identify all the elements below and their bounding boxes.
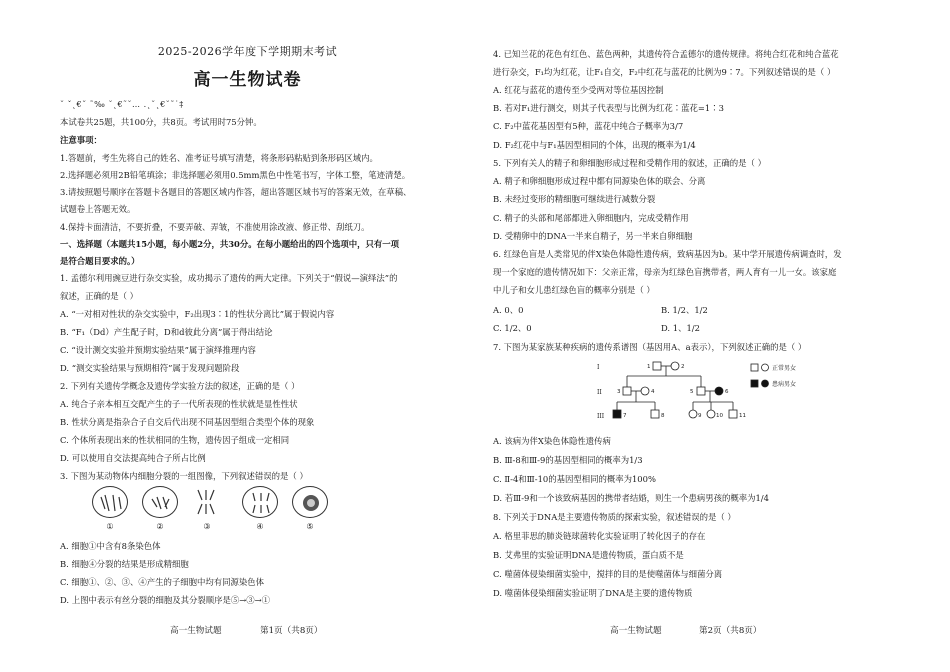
footer-subject-1: 高一生物试题 [170, 626, 222, 636]
pedigree-individual-ii4 [641, 387, 649, 395]
footer-page-1: 第1页（共8页） [260, 626, 323, 636]
exam-title: 2025-2026学年度下学期期末考试 [157, 45, 338, 58]
pedigree-number-7: 7 [623, 413, 627, 419]
pedigree-number-5: 5 [690, 389, 694, 395]
notice-3-cont: 试题卷上答题无效。 [60, 204, 136, 214]
q2-option-d: D. 可以使用自交法提高纯合子所占比例 [60, 453, 206, 463]
q3-option-c: C. 细胞①、②、③、④产生的子细胞中均有同源染色体 [60, 577, 265, 587]
subject-title: 高一生物试卷 [193, 70, 302, 90]
section-heading-2: 是符合题目要求的。） [60, 256, 140, 266]
legend-normal-label: 正常男女 [772, 365, 797, 372]
q7-option-d: D. 若Ⅲ-9和一个该致病基因的携带者结婚，则生一个患病男孩的概率为1/4 [493, 493, 769, 503]
pedigree-individual-ii5 [697, 387, 705, 395]
q4-option-b: B. 若对F₁进行测交，则其子代表型与比例为红花∶蓝花=1∶3 [493, 103, 724, 113]
q8-option-c: C. 噬菌体侵染细菌实验中，搅拌的目的是使噬菌体与细菌分离 [493, 569, 723, 579]
notice-heading: 注意事项： [60, 135, 102, 145]
garbled-line: ˘ ˇ˛€˘ ˜‰ ˘˛€˜˘… .˛˘˛€˘˜˙‡ [60, 100, 184, 109]
legend-affected-label: 患病男女 [772, 381, 797, 388]
q3-option-b: B. 细胞④分裂的结果是形成精细胞 [60, 559, 189, 569]
q2-option-c: C. 个体所表现出来的性状相同的生物，遗传因子组成一定相同 [60, 435, 290, 445]
q5-stem: 5. 下列有关人的精子和卵细胞形成过程和受精作用的叙述，正确的是（ ） [493, 158, 766, 168]
pedigree-individual-iii8 [651, 410, 659, 418]
q5-option-c: C. 精子的头部和尾部都进入卵细胞内，完成受精作用 [493, 213, 689, 223]
q3-option-a: A. 细胞①中含有8条染色体 [60, 541, 161, 551]
q6-option-b: B. 1/2、1/2 [661, 305, 708, 315]
pedigree-individual-i2 [671, 362, 679, 370]
q1-option-b: B. “F₁（Dd）产生配子时，D和d彼此分离”属于得出结论 [60, 327, 273, 337]
pedigree-number-10: 10 [716, 413, 723, 419]
legend-normal-male [751, 364, 758, 371]
pedigree-individual-ii3 [623, 387, 631, 395]
pedigree-individual-iii10 [707, 410, 715, 418]
q1-option-a: A. “一对相对性状的杂交实验中，F₂出现3∶1的性状分离比”属于假说内容 [60, 309, 335, 319]
pedigree-number-9: 9 [698, 413, 702, 419]
q8-stem: 8. 下列关于DNA是主要遗传物质的探索实验，叙述错误的是（ ） [493, 512, 736, 522]
cell-2-figure [142, 486, 178, 518]
pedigree-number-1: 1 [647, 364, 651, 370]
q4-option-d: D. F₂红花中与F₁基因型相同的个体，出现的概率为1/4 [493, 140, 696, 150]
cell-label-1: ① [106, 522, 114, 531]
cell-division-figure [92, 486, 352, 536]
q7-option-b: B. Ⅲ-8和Ⅲ-9的基因型相同的概率为1/3 [493, 455, 643, 465]
q1-option-d: D. “测交实验结果与预期相符”属于发现问题阶段 [60, 363, 240, 373]
notice-2: 2.选择题必须用2B铅笔填涂；非选择题必须用0.5mm黑色中性笔书写，字体工整，笔迹清楚。 [60, 170, 411, 180]
gen-label-3: III [597, 413, 605, 420]
q7-option-a: A. 该病为伴X染色体隐性遗传病 [493, 436, 611, 446]
q3-option-d: D. 上图中表示有丝分裂的细胞及其分裂顺序是⑤→③→① [60, 595, 271, 605]
pedigree-number-6: 6 [725, 389, 729, 395]
pedigree-number-4: 4 [651, 389, 655, 395]
q1-stem-2: 叙述，正确的是（ ） [60, 291, 139, 301]
pedigree-individual-ii6 [715, 387, 723, 395]
pedigree-individual-iii7 [613, 410, 621, 418]
cell-4-figure [242, 486, 278, 518]
cell-label-5: ⑤ [306, 522, 314, 531]
cell-label-3: ③ [203, 522, 211, 531]
q6-option-d: D. 1、1/2 [661, 323, 700, 333]
notice-3: 3.请按照题号顺序在答题卡各题目的答题区域内作答，超出答题区域书写的答案无效，在草稿、 [60, 187, 412, 197]
q5-option-b: B. 未经过变形的精细胞可继续进行减数分裂 [493, 194, 656, 204]
section-heading-1: 一、选择题（本题共15小题，每小题2分，共30分。在每小题给出的四个选项中，只有一项 [60, 239, 400, 249]
q4-option-c: C. F₂中蓝花基因型有5种，蓝花中纯合子概率为3/7 [493, 121, 684, 131]
pedigree-number-11: 11 [739, 413, 746, 419]
legend-affected-male [751, 380, 758, 387]
pedigree-number-2: 2 [681, 364, 685, 370]
pedigree-number-3: 3 [617, 389, 621, 395]
q8-option-d: D. 噬菌体侵染细菌实验证明了DNA是主要的遗传物质 [493, 588, 693, 598]
cell-label-2: ② [156, 522, 164, 531]
gen-label-2: II [597, 389, 602, 396]
q5-option-a: A. 精子和卵细胞形成过程中都有同源染色体的联会、分离 [493, 176, 706, 186]
pedigree-chart [597, 360, 837, 430]
q6-stem-2: 现一个家庭的遗传情况如下：父亲正常，母亲为红绿色盲携带者，两人育有一儿一女。该家庭 [493, 267, 837, 277]
exam-page-2 [475, 0, 950, 672]
cell-label-4: ④ [256, 522, 264, 531]
q8-option-a: A. 格里菲思的肺炎链球菌转化实验证明了转化因子的存在 [493, 531, 706, 541]
q7-option-c: C. Ⅱ-4和Ⅲ-10的基因型相同的概率为100% [493, 474, 656, 484]
q4-option-a: A. 红花与蓝花的遗传至少受两对等位基因控制 [493, 85, 664, 95]
q2-option-b: B. 性状分离是指杂合子自交后代出现不同基因型组合类型个体的现象 [60, 417, 315, 427]
q6-option-c: C. 1/2、0 [493, 323, 532, 333]
q4-stem-2: 进行杂交，F₁均为红花，让F₁自交，F₂中红花与蓝花的比例为9∶7。下列叙述错误的是（ ） [493, 67, 836, 77]
cell-3-figure [192, 486, 222, 518]
q6-stem-3: 中儿子和女儿患红绿色盲的概率分别是（ ） [493, 285, 655, 295]
gen-label-1: I [597, 364, 600, 371]
pedigree-number-8: 8 [661, 413, 665, 419]
pedigree-individual-i1 [653, 362, 661, 370]
q6-option-a: A. 0、0 [493, 305, 524, 315]
legend-affected-female [762, 380, 769, 387]
notice-4: 4.保持卡面清洁，不要折叠，不要弄破、弄皱，不准使用涂改液、修正带、刮纸刀。 [60, 222, 370, 232]
pedigree-individual-iii9 [689, 410, 697, 418]
cell-5-figure [292, 486, 328, 518]
pedigree-individual-iii11 [729, 410, 737, 418]
cell-1-figure [92, 486, 128, 518]
notice-1: 1.答题前，考生先将自己的姓名、准考证号填写清楚，将条形码粘贴到条形码区域内。 [60, 153, 378, 163]
q1-stem-1: 1. 孟德尔利用豌豆进行杂交实验，成功揭示了遗传的两大定律。下列关于“假说—演绎法”的 [60, 273, 398, 283]
footer-subject-2: 高一生物试题 [610, 626, 662, 636]
footer-page-2: 第2页（共8页） [699, 626, 762, 636]
q3-stem: 3. 下图为某动物体内细胞分裂的一组图像，下列叙述错误的是（ ） [60, 471, 308, 481]
q2-option-a: A. 纯合子亲本相互交配产生的子一代所表现的性状就是显性性状 [60, 399, 298, 409]
q6-stem-1: 6. 红绿色盲是人类常见的伴X染色体隐性遗传病，致病基因为b。某中学开展遗传病调查时，发 [493, 249, 842, 259]
q7-stem: 7. 下图为某家族某种疾病的遗传系谱图（基因用A、a表示），下列叙述正确的是（ ） [493, 342, 807, 352]
legend-normal-female [762, 364, 769, 371]
q8-option-b: B. 艾弗里的实验证明DNA是遗传物质，蛋白质不是 [493, 550, 684, 560]
q5-option-d: D. 受精卵中的DNA一半来自精子，另一半来自卵细胞 [493, 231, 693, 241]
q1-option-c: C. “设计测交实验并预期实验结果”属于演绎推理内容 [60, 345, 256, 355]
q4-stem-1: 4. 已知兰花的花色有红色、蓝色两种，其遗传符合孟德尔的遗传规律。将纯合红花和纯合蓝花 [493, 49, 839, 59]
q2-stem: 2. 下列有关遗传学概念及遗传学实验方法的叙述，正确的是（ ） [60, 381, 300, 391]
exam-info: 本试卷共25题，共100分，共8页。考试用时75分钟。 [60, 117, 262, 127]
